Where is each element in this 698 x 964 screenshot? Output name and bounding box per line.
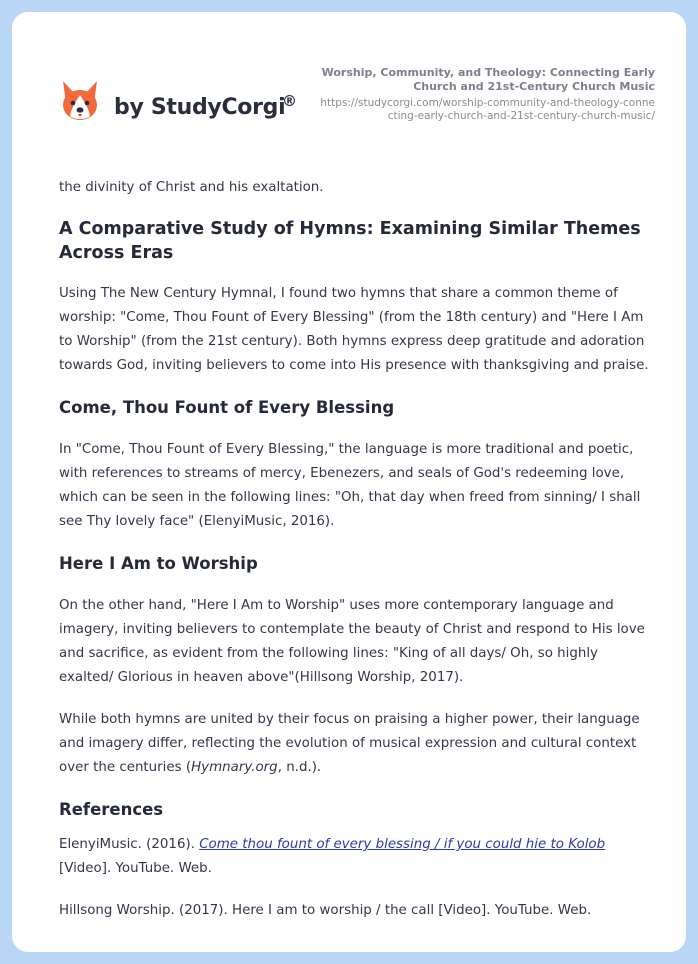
paragraph: Using The New Century Hymnal, I found two hymns that share a common theme of worship: "Come, Thou Fount of Every Blessing" (from the 18th century) and "Here I Am to Worship" (from the 21st century). Both hymns express deep gratitude and adoration towards God, inviting believers to come into His presence with thanksgiving and praise. — [59, 286, 649, 373]
reference-item: Hillsong Worship. (2017). Here I am to worship / the call [Video]. YouTube. Web. — [59, 903, 592, 918]
document-page — [12, 12, 686, 952]
paragraph-text: While both hymns are united by their focus on praising a higher power, their language and imagery differ, reflecting the evolution of musical expression and cultural context over the centuries ( — [59, 712, 640, 775]
corgi-icon — [60, 79, 100, 123]
source-citation: Hymnary.org — [191, 760, 278, 775]
reference-author: ElenyiMusic. (2016). — [59, 837, 200, 852]
paragraph: In "Come, Thou Fount of Every Blessing," the language is more traditional and poetic, with references to streams of mercy, Ebenezers, and seals of God's redeeming love, which can be seen in the following lines: "Oh, that day when freed from sinning/ I shall see Thy lovely face" (ElenyiMusic, 2016). — [59, 442, 641, 529]
reference-link[interactable]: Come thou fount of every blessing / if you could hie to Kolob — [199, 837, 606, 852]
section-heading-here-i-am: Here I Am to Worship — [59, 554, 258, 573]
source-title: Worship, Community, and Theology: Connecting Early Church and 21st-Century Church Music — [321, 66, 655, 93]
source-url[interactable]: https://studycorgi.com/worship-community-and-theology-connecting-early-church-and-21st-century-church-music/ — [320, 97, 655, 122]
section-heading-come-thou-fount: Come, Thou Fount of Every Blessing — [59, 398, 395, 417]
studycorgi-logo[interactable] — [60, 76, 297, 126]
section-heading-comparative-study: A Comparative Study of Hymns: Examining Similar Themes Across Eras — [59, 219, 641, 263]
intro-text: the divinity of Christ and his exaltation. — [59, 180, 324, 195]
reference-item — [59, 833, 651, 881]
paragraph — [59, 708, 651, 780]
logo-text: by StudyCorgi — [114, 94, 286, 120]
reference-tail: [Video]. YouTube. Web. — [59, 861, 212, 876]
paragraph: On the other hand, "Here I Am to Worship" uses more contemporary language and imagery, inviting believers to contemplate the beauty of Christ and respond to His love and sacrifice, as evident from the following lines: "King of all days/ Oh, so highly exalted/ Glorious in heaven above"(Hillsong Worship, 2017). — [59, 598, 645, 685]
source-info — [315, 66, 655, 123]
registered-mark: ® — [282, 92, 297, 110]
references-heading: References — [59, 800, 164, 819]
document-content — [59, 176, 651, 923]
page-header — [12, 12, 686, 152]
paragraph-text: , n.d.). — [277, 760, 322, 775]
